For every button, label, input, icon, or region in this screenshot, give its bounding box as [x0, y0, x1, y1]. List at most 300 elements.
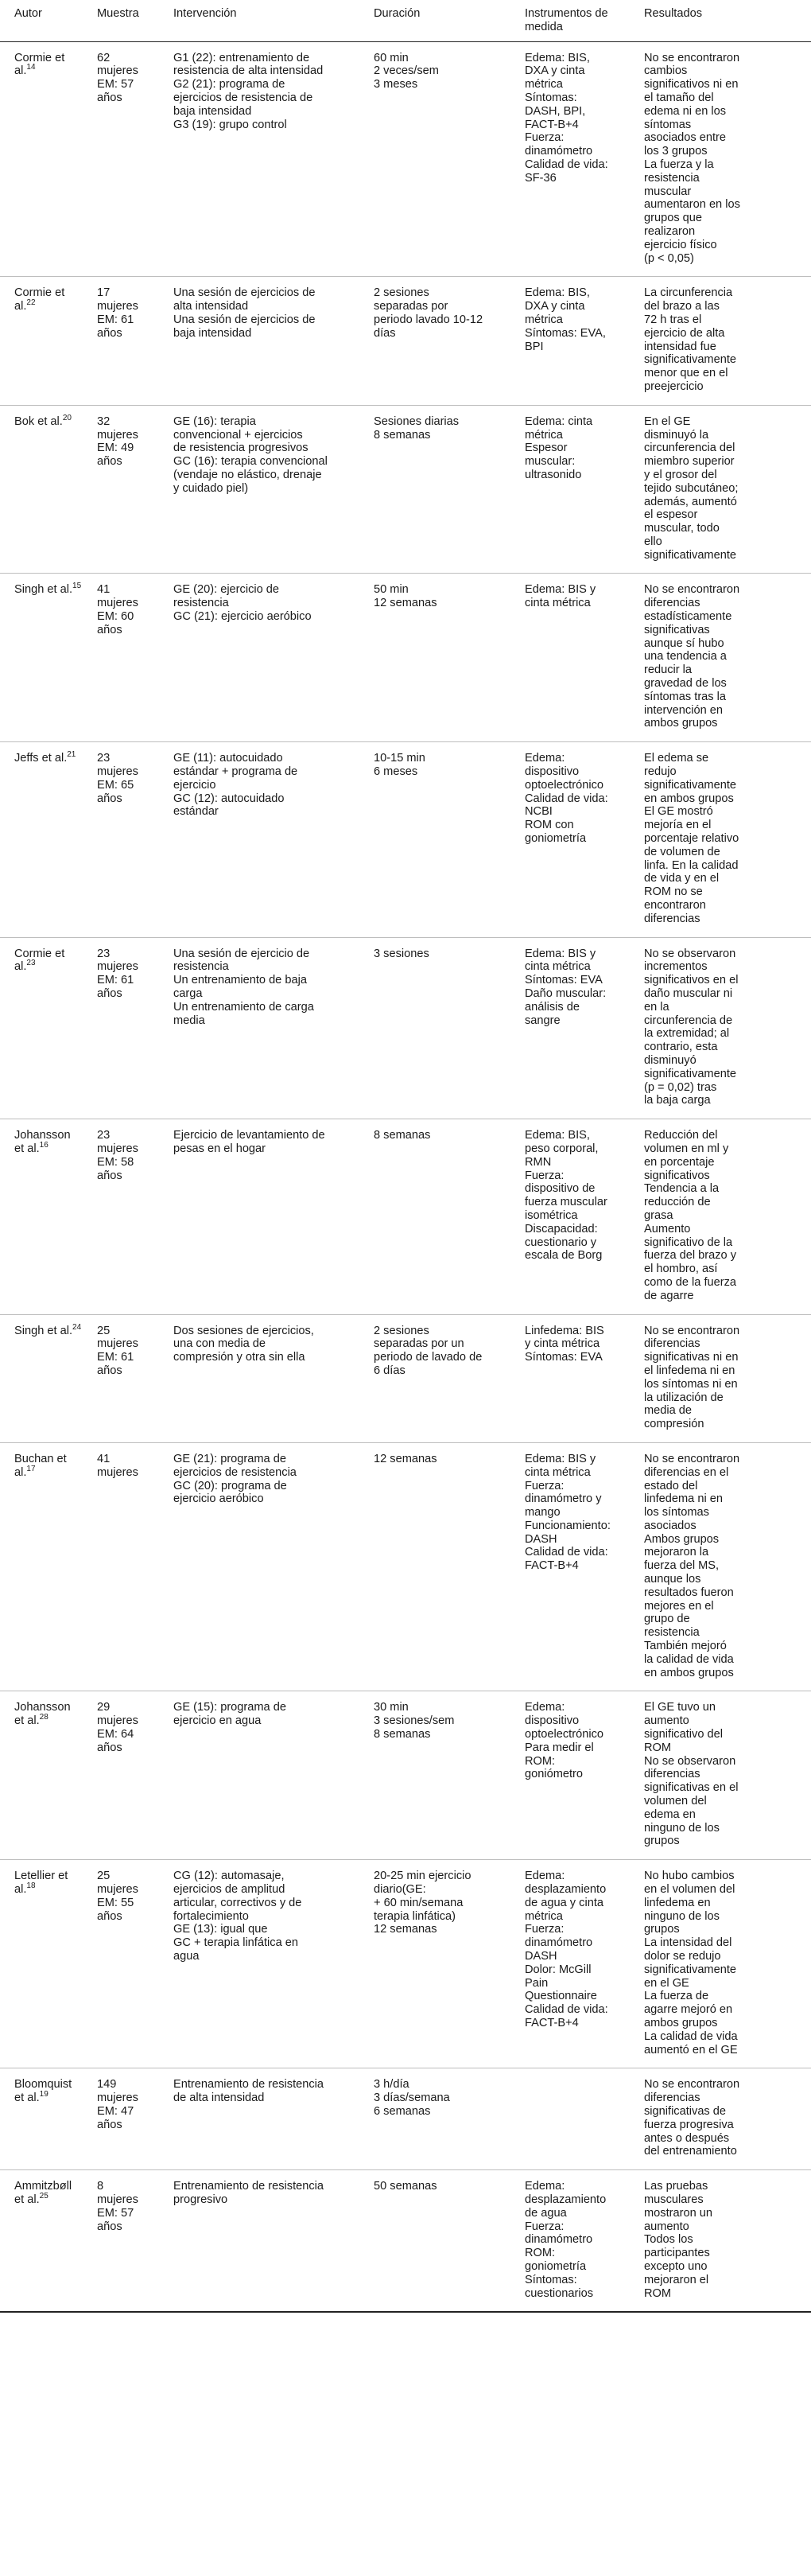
- results-line: redujo: [644, 765, 677, 779]
- author-name: Singh et al.: [14, 583, 73, 597]
- sample-line: mujeres: [97, 960, 138, 974]
- sample-line: 23: [97, 752, 111, 765]
- instruments-line: Edema:: [525, 752, 565, 765]
- intervention-line: convencional + ejercicios: [173, 428, 303, 442]
- intervention-line: de resistencia progresivos: [173, 442, 308, 455]
- results-line: La fuerza de: [644, 1990, 709, 2003]
- results-line: disminuyó: [644, 1053, 697, 1067]
- duration-cell: [367, 742, 518, 937]
- instruments-line: Síntomas:: [525, 2273, 577, 2286]
- instruments-line: cuestionario y: [525, 1235, 597, 1249]
- instruments-line: muscular:: [525, 455, 576, 469]
- author-cell: [0, 1691, 89, 1860]
- duration-cell: [367, 277, 518, 405]
- instruments-line: Edema: BIS,: [525, 1129, 590, 1142]
- results-line: significativamente: [644, 548, 736, 562]
- results-line: agarre mejoró en: [644, 2003, 733, 2017]
- sample-cell: [89, 405, 167, 574]
- duration-line: periodo de lavado de: [374, 1351, 483, 1364]
- instruments-line: fuerza muscular: [525, 1196, 607, 1209]
- header-row: [0, 0, 811, 41]
- instruments-cell: [518, 1860, 638, 2068]
- instruments-cell: [518, 277, 638, 405]
- author-name: Johansson et al.: [14, 1129, 71, 1155]
- results-cell: [638, 574, 811, 742]
- duration-line: 8 semanas: [374, 1129, 431, 1142]
- intervention-cell: [167, 277, 367, 405]
- header-instruments: Instrumentos de medida: [518, 0, 638, 41]
- instruments-line: Edema: cinta: [525, 414, 593, 428]
- sample-line: años: [97, 1741, 122, 1754]
- sample-line: mujeres: [97, 1883, 138, 1897]
- sample-cell: [89, 2068, 167, 2170]
- duration-cell: [367, 574, 518, 742]
- table-row: [0, 1691, 811, 1860]
- intervention-cell: [167, 1442, 367, 1691]
- results-line: significativos en el: [644, 974, 739, 987]
- results-line: También mejoró: [644, 1640, 727, 1653]
- results-cell: [638, 41, 811, 277]
- instruments-line: Síntomas: EVA: [525, 974, 603, 987]
- intervention-line: GE (11): autocuidado: [173, 752, 283, 765]
- intervention-line: GE (15): programa de: [173, 1701, 286, 1714]
- results-cell: [638, 405, 811, 574]
- sample-line: mujeres: [97, 1714, 138, 1728]
- instruments-line: goniometría: [525, 2259, 587, 2273]
- results-line: circunferencia de: [644, 1014, 733, 1027]
- results-line: ejercicio físico: [644, 238, 717, 251]
- intervention-line: Una sesión de ejercicios de: [173, 313, 316, 326]
- results-line: linfedema en: [644, 1896, 711, 1909]
- header-intervention: Intervención: [167, 0, 367, 41]
- results-line: además, aumentó: [644, 495, 737, 508]
- reference-number: 18: [26, 1881, 36, 1891]
- sample-line: 25: [97, 1870, 111, 1883]
- duration-cell: [367, 1691, 518, 1860]
- instruments-line: sangre: [525, 1014, 561, 1027]
- duration-cell: [367, 1860, 518, 2068]
- intervention-line: progresivo: [173, 2193, 228, 2206]
- duration-line: separadas por: [374, 300, 448, 313]
- results-line: del brazo a las: [644, 300, 720, 313]
- results-line: la baja carga: [644, 1094, 711, 1107]
- results-line: y el grosor del: [644, 468, 717, 481]
- results-line: intervención en: [644, 703, 723, 717]
- instruments-line: goniómetro: [525, 1768, 584, 1781]
- results-line: en ambos grupos: [644, 792, 734, 805]
- instruments-line: dinamómetro y: [525, 1492, 602, 1506]
- reference-number: 14: [26, 63, 36, 72]
- table-row: [0, 1314, 811, 1442]
- duration-line: 12 semanas: [374, 1452, 437, 1465]
- results-line: grupo de: [644, 1613, 690, 1626]
- instruments-line: FACT-B+4: [525, 1559, 579, 1573]
- intervention-cell: [167, 41, 367, 277]
- results-cell: [638, 1691, 811, 1860]
- results-line: linfedema ni en: [644, 1492, 723, 1506]
- duration-line: 2 sesiones: [374, 286, 429, 300]
- duration-line: + 60 min/semana: [374, 1896, 464, 1909]
- instruments-line: NCBI: [525, 805, 553, 819]
- sample-line: EM: 57: [97, 78, 134, 91]
- results-line: (p < 0,05): [644, 251, 694, 265]
- results-line: el espesor: [644, 508, 698, 522]
- results-line: circunferencia del: [644, 442, 735, 455]
- table-row: [0, 41, 811, 277]
- results-line: significativos: [644, 1169, 710, 1182]
- results-line: No se encontraron: [644, 51, 740, 64]
- intervention-line: ejercicio en agua: [173, 1714, 262, 1728]
- author-name: Cormie et al.: [14, 286, 65, 313]
- results-cell: [638, 2170, 811, 2313]
- results-line: ninguno de los: [644, 1821, 720, 1835]
- instruments-line: Calidad de vida:: [525, 792, 608, 805]
- results-line: fuerza progresiva: [644, 2118, 734, 2131]
- results-line: edema en: [644, 1807, 696, 1821]
- instruments-line: Edema:: [525, 2180, 565, 2193]
- sample-line: años: [97, 987, 122, 1000]
- results-cell: [638, 742, 811, 937]
- sample-line: EM: 47: [97, 2104, 134, 2118]
- intervention-line: CG (12): automasaje,: [173, 1870, 285, 1883]
- intervention-cell: [167, 742, 367, 937]
- results-line: diferencias: [644, 912, 700, 925]
- results-line: ROM: [644, 1741, 672, 1754]
- instruments-line: FACT-B+4: [525, 118, 579, 131]
- instruments-line: métrica: [525, 78, 563, 91]
- results-cell: [638, 1314, 811, 1442]
- duration-line: 3 sesiones/sem: [374, 1714, 455, 1728]
- intervention-line: Ejercicio de levantamiento de: [173, 1129, 325, 1142]
- intervention-line: GC (20): programa de: [173, 1479, 287, 1492]
- instruments-line: escala de Borg: [525, 1249, 603, 1263]
- results-line: ROM no se: [644, 885, 703, 899]
- results-line: fuerza del brazo y: [644, 1249, 737, 1263]
- results-line: síntomas: [644, 118, 692, 131]
- intervention-line: Entrenamiento de resistencia: [173, 2180, 324, 2193]
- instruments-line: y cinta métrica: [525, 1337, 600, 1351]
- intervention-line: una con media de: [173, 1337, 266, 1351]
- duration-line: 6 días: [374, 1364, 406, 1377]
- results-line: de vida y en el: [644, 872, 720, 885]
- reference-number: 23: [26, 959, 36, 968]
- instruments-line: DXA y cinta: [525, 300, 585, 313]
- results-line: mejoraron el: [644, 2273, 709, 2286]
- intervention-line: Entrenamiento de resistencia: [173, 2078, 324, 2092]
- duration-cell: [367, 1442, 518, 1691]
- intervention-line: ejercicios de resistencia de: [173, 91, 313, 104]
- results-line: ello: [644, 535, 662, 548]
- sample-cell: [89, 574, 167, 742]
- instruments-line: Calidad de vida:: [525, 1546, 608, 1559]
- results-line: Ambos grupos: [644, 1532, 720, 1546]
- results-line: diferencias: [644, 2092, 700, 2105]
- duration-line: 3 días/semana: [374, 2092, 450, 2105]
- instruments-line: DASH: [525, 1950, 557, 1963]
- instruments-line: Para medir el: [525, 1741, 594, 1754]
- duration-line: 50 semanas: [374, 2180, 437, 2193]
- intervention-cell: [167, 2170, 367, 2313]
- table-row: [0, 2068, 811, 2170]
- intervention-line: pesas en el hogar: [173, 1142, 266, 1155]
- author-cell: [0, 937, 89, 1119]
- author-cell: [0, 405, 89, 574]
- table-row: [0, 937, 811, 1119]
- instruments-line: Edema: BIS,: [525, 286, 590, 300]
- results-line: intensidad fue: [644, 340, 716, 353]
- duration-line: periodo lavado 10-12: [374, 313, 483, 326]
- results-line: ambos grupos: [644, 2016, 718, 2029]
- instruments-line: mango: [525, 1506, 561, 1520]
- duration-line: 3 h/día: [374, 2078, 409, 2092]
- results-line: tejido subcutáneo;: [644, 481, 739, 495]
- reference-number: 20: [62, 413, 72, 422]
- instruments-cell: [518, 742, 638, 937]
- instruments-line: DXA y cinta: [525, 64, 585, 78]
- intervention-line: ejercicio: [173, 778, 216, 792]
- results-line: No se encontraron: [644, 1452, 740, 1465]
- intervention-line: estándar + programa de: [173, 765, 298, 779]
- results-cell: [638, 277, 811, 405]
- author-cell: [0, 1314, 89, 1442]
- results-line: mostraron un: [644, 2206, 712, 2220]
- results-line: participantes: [644, 2247, 710, 2260]
- results-line: mejores en el: [644, 1599, 714, 1613]
- sample-line: EM: 61: [97, 313, 134, 326]
- intervention-line: ejercicio aeróbico: [173, 1492, 264, 1506]
- reference-number: 22: [26, 298, 36, 308]
- sample-line: mujeres: [97, 428, 138, 442]
- sample-line: años: [97, 792, 122, 805]
- sample-cell: [89, 742, 167, 937]
- results-line: en el volumen del: [644, 1883, 735, 1897]
- duration-cell: [367, 41, 518, 277]
- results-line: estadísticamente: [644, 610, 732, 624]
- author-name: Bok et al.: [14, 414, 63, 428]
- results-line: grupos: [644, 1923, 680, 1936]
- results-line: No hubo cambios: [644, 1870, 735, 1883]
- instruments-cell: [518, 41, 638, 277]
- sample-cell: [89, 277, 167, 405]
- instruments-line: dinamómetro: [525, 145, 593, 158]
- instruments-cell: [518, 937, 638, 1119]
- sample-line: EM: 61: [97, 974, 134, 987]
- instruments-line: cinta métrica: [525, 597, 591, 610]
- duration-line: 6 meses: [374, 765, 418, 779]
- instruments-line: peso corporal,: [525, 1142, 599, 1155]
- intervention-line: GC (16): terapia convencional: [173, 455, 328, 469]
- instruments-cell: [518, 2170, 638, 2313]
- instruments-line: cuestionarios: [525, 2286, 593, 2300]
- sample-line: años: [97, 326, 122, 340]
- author-name: Bloomquist et al.: [14, 2078, 72, 2105]
- instruments-line: SF-36: [525, 171, 557, 185]
- results-line: diferencias: [644, 1768, 700, 1781]
- sample-cell: [89, 937, 167, 1119]
- duration-line: 6 semanas: [374, 2104, 431, 2118]
- results-line: contrario, esta: [644, 1041, 718, 1054]
- instruments-line: Fuerza:: [525, 2220, 565, 2233]
- results-line: aumento: [644, 2220, 689, 2233]
- intervention-line: ejercicios de amplitud: [173, 1883, 285, 1897]
- instruments-line: desplazamiento: [525, 1883, 607, 1897]
- results-line: los 3 grupos: [644, 145, 708, 158]
- results-line: ROM: [644, 2286, 672, 2300]
- header-author: Autor: [0, 0, 89, 41]
- author-cell: [0, 574, 89, 742]
- intervention-line: de alta intensidad: [173, 2092, 265, 2105]
- intervention-line: Un entrenamiento de baja: [173, 974, 307, 987]
- intervention-line: estándar: [173, 805, 219, 819]
- sample-line: mujeres: [97, 2193, 138, 2206]
- sample-line: años: [97, 2220, 122, 2233]
- results-line: el linfedema ni en: [644, 1364, 735, 1377]
- duration-line: 2 sesiones: [374, 1324, 429, 1337]
- intervention-cell: [167, 1314, 367, 1442]
- table-row: [0, 405, 811, 574]
- duration-line: 50 min: [374, 583, 409, 597]
- instruments-line: métrica: [525, 428, 563, 442]
- results-line: mejoría en el: [644, 819, 712, 832]
- sample-line: mujeres: [97, 1142, 138, 1155]
- results-line: fuerza del MS,: [644, 1559, 720, 1573]
- results-line: grupos que: [644, 212, 703, 225]
- author-name: Cormie et al.: [14, 947, 65, 974]
- duration-line: días: [374, 326, 396, 340]
- duration-line: 30 min: [374, 1701, 409, 1714]
- sample-line: 62: [97, 51, 111, 64]
- results-line: disminuyó la: [644, 428, 709, 442]
- intervention-line: ejercicios de resistencia: [173, 1465, 297, 1479]
- duration-line: terapia linfática): [374, 1909, 456, 1923]
- results-line: dolor se redujo: [644, 1950, 721, 1963]
- results-line: Reducción del: [644, 1129, 718, 1142]
- instruments-line: Funcionamiento:: [525, 1519, 611, 1532]
- results-line: La fuerza y la: [644, 158, 714, 171]
- intervention-line: Dos sesiones de ejercicios,: [173, 1324, 314, 1337]
- instruments-cell: [518, 2068, 638, 2170]
- instruments-line: DASH: [525, 1532, 557, 1546]
- duration-cell: [367, 405, 518, 574]
- instruments-line: cinta métrica: [525, 960, 591, 974]
- table-row: [0, 277, 811, 405]
- author-cell: [0, 2170, 89, 2313]
- results-line: preejercicio: [644, 379, 704, 393]
- intervention-line: G3 (19): grupo control: [173, 118, 287, 131]
- results-line: una tendencia a: [644, 650, 727, 663]
- results-line: La calidad de vida: [644, 2029, 738, 2043]
- sample-cell: [89, 1442, 167, 1691]
- results-line: significativo de la: [644, 1235, 733, 1249]
- header-sample: Muestra: [89, 0, 167, 41]
- duration-line: Sesiones diarias: [374, 414, 460, 428]
- instruments-line: métrica: [525, 313, 563, 326]
- results-line: estado del: [644, 1479, 698, 1492]
- sample-line: 149: [97, 2078, 117, 2092]
- results-line: musculares: [644, 2193, 704, 2206]
- duration-cell: [367, 1314, 518, 1442]
- results-line: muscular: [644, 185, 692, 198]
- intervention-line: compresión y otra sin ella: [173, 1351, 305, 1364]
- duration-cell: [367, 2170, 518, 2313]
- results-cell: [638, 1119, 811, 1314]
- results-line: 72 h tras el: [644, 313, 702, 326]
- table-row: [0, 1860, 811, 2068]
- results-line: No se observaron: [644, 1754, 736, 1768]
- results-cell: [638, 1442, 811, 1691]
- results-line: la calidad de vida: [644, 1652, 734, 1666]
- sample-cell: [89, 2170, 167, 2313]
- results-line: No se encontraron: [644, 2078, 740, 2092]
- instruments-line: Síntomas:: [525, 91, 577, 104]
- results-line: en la: [644, 1000, 669, 1014]
- sample-cell: [89, 1860, 167, 2068]
- author-cell: [0, 41, 89, 277]
- instruments-line: Discapacidad:: [525, 1222, 598, 1235]
- results-line: del entrenamiento: [644, 2145, 737, 2158]
- results-line: mejoraron la: [644, 1546, 709, 1559]
- sample-line: mujeres: [97, 765, 138, 779]
- results-line: En el GE: [644, 414, 691, 428]
- intervention-cell: [167, 574, 367, 742]
- results-line: aumento: [644, 1714, 689, 1728]
- instruments-line: dispositivo: [525, 765, 580, 779]
- sample-line: EM: 58: [97, 1155, 134, 1169]
- results-line: muscular, todo: [644, 522, 720, 535]
- intervention-line: GE (20): ejercicio de: [173, 583, 280, 597]
- instruments-line: ROM con: [525, 819, 574, 832]
- author-cell: [0, 1119, 89, 1314]
- table-row: [0, 1442, 811, 1691]
- duration-line: 3 meses: [374, 78, 418, 91]
- instruments-cell: [518, 1691, 638, 1860]
- results-line: realizaron: [644, 224, 696, 238]
- sample-line: años: [97, 1909, 122, 1923]
- results-line: aumentaron en los: [644, 198, 740, 212]
- sample-line: mujeres: [97, 1337, 138, 1351]
- results-line: la extremidad; al: [644, 1027, 730, 1041]
- instruments-line: Espesor: [525, 442, 568, 455]
- instruments-line: Edema:: [525, 1701, 565, 1714]
- results-line: volumen del: [644, 1795, 707, 1808]
- author-name: Ammitzbøll et al.: [14, 2180, 72, 2206]
- duration-cell: [367, 2068, 518, 2170]
- intervention-line: articular, correctivos y de: [173, 1896, 302, 1909]
- instruments-line: dinamómetro: [525, 2233, 593, 2247]
- results-line: los síntomas ni en: [644, 1377, 738, 1391]
- reference-number: 17: [26, 1464, 36, 1473]
- results-line: significativos ni en: [644, 78, 739, 91]
- duration-line: 2 veces/sem: [374, 64, 439, 78]
- instruments-line: de agua: [525, 2206, 567, 2220]
- instruments-line: Edema: BIS y: [525, 1452, 596, 1465]
- results-line: resistencia: [644, 1626, 700, 1640]
- table-row: [0, 574, 811, 742]
- intervention-cell: [167, 2068, 367, 2170]
- results-line: reducir la: [644, 663, 693, 677]
- reference-number: 15: [72, 582, 82, 591]
- results-line: La circunferencia: [644, 286, 733, 300]
- sample-line: años: [97, 455, 122, 469]
- duration-cell: [367, 1119, 518, 1314]
- results-line: Todos los: [644, 2233, 693, 2247]
- instruments-line: Edema:: [525, 1870, 565, 1883]
- results-line: significativas ni en: [644, 1351, 739, 1364]
- results-line: El GE mostró: [644, 805, 713, 819]
- instruments-cell: [518, 1314, 638, 1442]
- intervention-line: carga: [173, 987, 203, 1000]
- table-row: [0, 1119, 811, 1314]
